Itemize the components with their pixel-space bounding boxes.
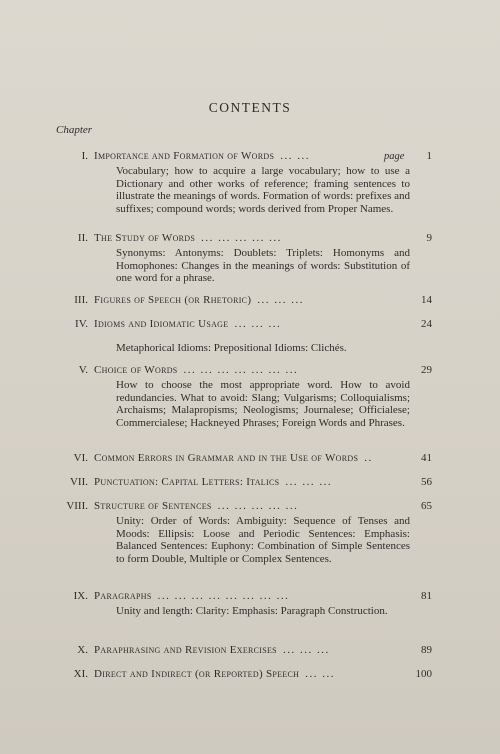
page-label: page: [384, 151, 405, 162]
chapter-heading: The Study of Words ... ... ... ... ...: [94, 232, 282, 244]
chapter-number: IV.: [75, 318, 88, 330]
page-number: 89: [421, 644, 432, 656]
chapter-number: IX.: [73, 590, 88, 602]
chapter-heading: Choice of Words ... ... ... ... ... ... ...: [94, 364, 299, 376]
chapter-number: III.: [74, 294, 88, 306]
chapter-number: XI.: [73, 668, 88, 680]
page-number: 81: [421, 590, 432, 602]
chapter-description: Unity: Order of Words: Ambiguity: Sequence of Tenses and Moods: Ellipsis: Loose and Periodic Sentences: Emphasis: Balanced Sentences: Euphony: Combination of Simple Sentences to form Double, Multiple or Complex Sentences.: [116, 515, 410, 565]
chapter-number: X.: [77, 644, 88, 656]
chapter-number: V.: [78, 364, 88, 376]
chapter-heading: Paragraphs ... ... ... ... ... ... ... ...: [94, 590, 290, 602]
chapter-number: I.: [81, 150, 88, 162]
chapter-heading: Structure of Sentences ... ... ... ... ...: [94, 500, 299, 512]
page-number: 9: [426, 232, 432, 244]
chapter-number: VI.: [73, 452, 88, 464]
chapter-heading: Punctuation: Capital Letters: Italics ... ... ...: [94, 476, 333, 488]
page-number: 14: [421, 294, 432, 306]
page-number: 65: [421, 500, 432, 512]
page-number: 56: [421, 476, 432, 488]
chapter-number: VII.: [69, 476, 88, 488]
chapter-heading: Common Errors in Grammar and in the Use of Words ..: [94, 452, 373, 464]
page-number: 100: [415, 668, 432, 680]
chapter-description: Vocabulary; how to acquire a large vocabulary; how to use a Dictionary and other works of reference; framing sentences to illustrate the meanings of words. Formation of words: prefixes and suffixes; compound words; words derived from Proper Names.: [116, 165, 410, 215]
chapter-heading: Figures of Speech (or Rhetoric) ... ... ...: [94, 294, 305, 306]
chapter-heading: Idioms and Idiomatic Usage ... ... ...: [94, 318, 282, 330]
chapter-description: Metaphorical Idioms: Prepositional Idioms: Clichés.: [116, 342, 347, 354]
chapter-column-label: Chapter: [56, 124, 93, 136]
page-number: 1: [426, 150, 432, 162]
chapter-number: VIII.: [66, 500, 88, 512]
chapter-heading: Paraphrasing and Revision Exercises ... ... ...: [94, 644, 330, 656]
chapter-number: II.: [77, 232, 88, 244]
page-number: 41: [421, 452, 432, 464]
chapter-description: Synonyms: Antonyms: Doublets: Triplets: Homonyms and Homophones: Changes in the meanings of words: Substitution of one word for a phrase.: [116, 247, 410, 285]
chapter-description: How to choose the most appropriate word. How to avoid redundancies. What to avoid: Slang; Vulgarisms; Colloquialisms; Archaisms; Malapropisms; Neologisms; Journalese; Officialese; Commercialese; Hackneyed Phrases; Foreign Words and Phrases.: [116, 379, 410, 429]
page-number: 29: [421, 364, 432, 376]
page-title: CONTENTS: [208, 100, 292, 115]
chapter-heading: Direct and Indirect (or Reported) Speech ... ...: [94, 668, 335, 680]
chapter-description: Unity and length: Clarity: Emphasis: Paragraph Construction.: [116, 605, 388, 617]
chapter-heading: Importance and Formation of Words ... ...: [94, 150, 310, 162]
page-number: 24: [421, 318, 432, 330]
